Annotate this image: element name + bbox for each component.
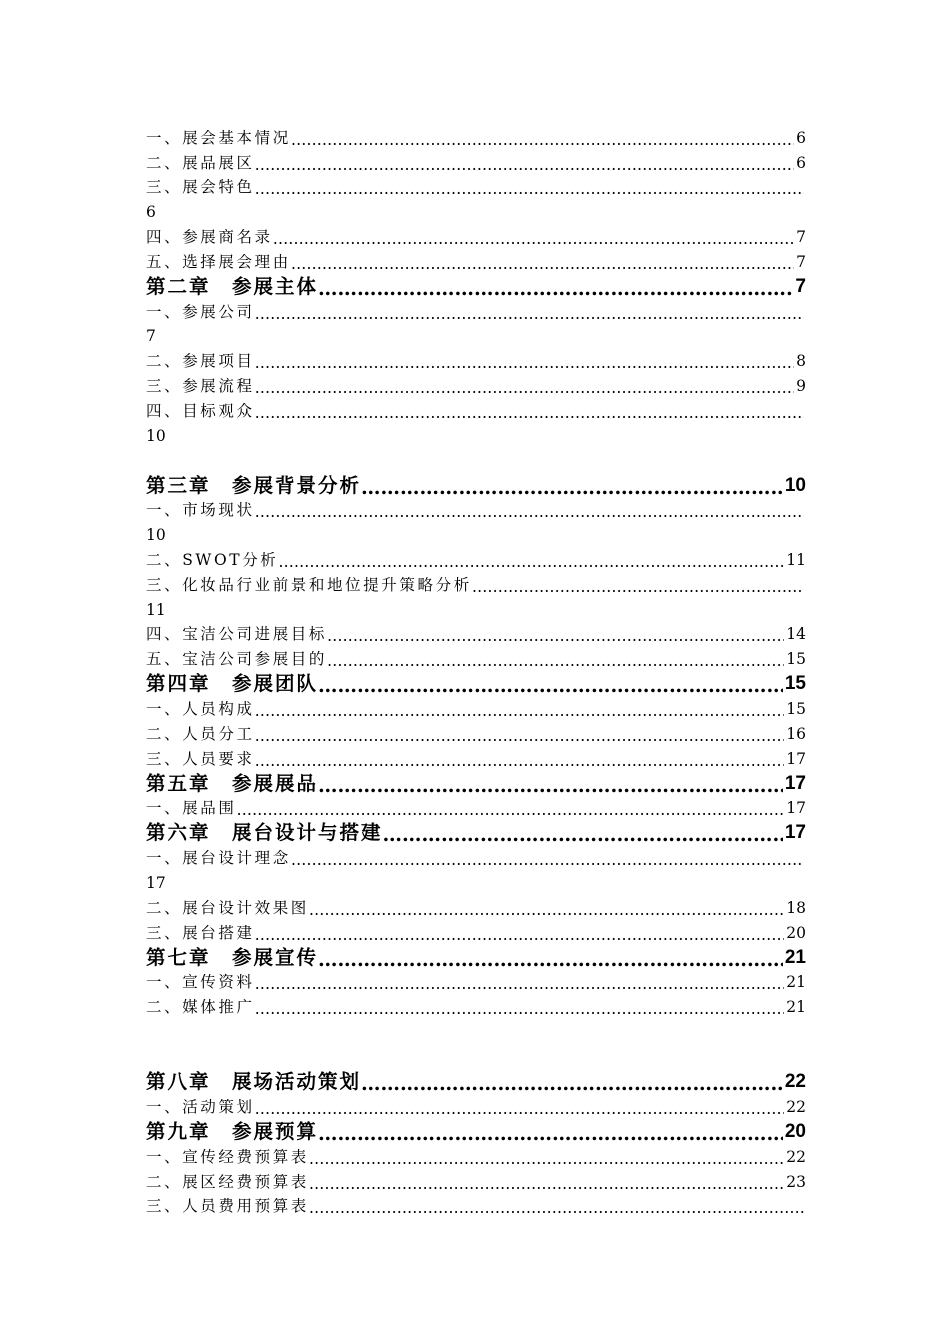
page-number: 11 — [146, 600, 166, 619]
entry-label: 一、活动策划 — [146, 1097, 255, 1116]
page-number: 9 — [796, 376, 806, 395]
dot-leader — [291, 130, 794, 150]
page-number: 20 — [784, 1120, 806, 1142]
dot-leader — [327, 651, 784, 671]
dot-leader — [255, 502, 804, 522]
dot-leader — [383, 825, 783, 845]
toc-section-entry[interactable] — [146, 398, 806, 423]
dot-leader — [309, 1149, 784, 1169]
page-number: 20 — [786, 923, 806, 942]
entry-label: 一、市场现状 — [146, 501, 255, 520]
dot-leader — [255, 726, 785, 746]
dot-leader — [255, 155, 795, 175]
dot-leader — [255, 925, 785, 945]
entry-label: 五、选择展会理由 — [146, 252, 291, 271]
entry-label: 三、参展流程 — [146, 376, 255, 395]
entry-label: 第三章 参展背景分析 — [146, 473, 362, 497]
dot-leader — [255, 974, 785, 994]
toc-chapter-entry[interactable] — [146, 820, 806, 845]
dot-leader — [309, 900, 784, 920]
toc-chapter-entry[interactable] — [146, 1119, 806, 1144]
page-number: 22 — [786, 1147, 806, 1166]
toc-section-entry[interactable] — [146, 696, 806, 721]
entry-label: 一、展会基本情况 — [146, 128, 291, 147]
toc-page-number-wrapped — [146, 522, 806, 547]
toc-section-entry[interactable] — [146, 547, 806, 572]
page-number: 10 — [146, 426, 166, 445]
toc-section-entry[interactable] — [146, 498, 806, 523]
toc-chapter-entry[interactable] — [146, 1069, 806, 1094]
page-number: 17 — [786, 799, 806, 818]
toc-page-number-wrapped — [146, 597, 806, 622]
page-number: 17 — [786, 749, 806, 768]
toc-chapter-entry[interactable] — [146, 771, 806, 796]
entry-label: 一、宣传资料 — [146, 973, 255, 992]
dot-leader — [255, 701, 785, 721]
page-number: 6 — [796, 128, 806, 147]
toc-chapter-entry[interactable] — [146, 671, 806, 696]
entry-label: 四、宝洁公司进展目标 — [146, 625, 328, 644]
entry-label: 第六章 展台设计与搭建 — [146, 821, 383, 845]
dot-leader — [255, 999, 785, 1019]
spacer — [146, 1019, 806, 1069]
toc-page-number-wrapped — [146, 324, 806, 349]
dot-leader — [318, 1124, 783, 1144]
entry-label: 一、人员构成 — [146, 699, 255, 718]
page-number: 6 — [146, 203, 156, 222]
toc-section-entry[interactable] — [146, 1169, 806, 1194]
toc-section-entry[interactable] — [146, 572, 806, 597]
spacer — [146, 448, 806, 473]
entry-label: 一、参展公司 — [146, 302, 255, 321]
entry-label: 一、展品围 — [146, 799, 237, 818]
toc-section-entry[interactable] — [146, 1194, 806, 1219]
dot-leader — [237, 800, 785, 820]
dot-leader — [291, 850, 804, 870]
page-number: 17 — [784, 772, 806, 794]
page-number: 10 — [784, 474, 806, 496]
dot-leader — [255, 179, 804, 199]
dot-leader — [309, 1174, 784, 1194]
entry-label: 第七章 参展宣传 — [146, 945, 319, 969]
entry-label: 二、展台设计效果图 — [146, 898, 309, 917]
toc-page-number-wrapped — [146, 870, 806, 895]
toc-section-entry[interactable] — [146, 721, 806, 746]
toc-section-entry[interactable] — [146, 796, 806, 821]
toc-section-entry[interactable] — [146, 970, 806, 995]
toc-section-entry[interactable] — [146, 299, 806, 324]
page-number: 7 — [146, 327, 156, 346]
page-number: 21 — [786, 973, 806, 992]
page-number: 11 — [786, 550, 806, 569]
dot-leader — [278, 552, 784, 572]
toc-section-entry[interactable] — [146, 348, 806, 373]
entry-label: 二、人员分工 — [146, 724, 255, 743]
entry-label: 一、宣传经费预算表 — [146, 1147, 309, 1166]
dot-leader — [327, 626, 784, 646]
toc-section-entry[interactable] — [146, 1144, 806, 1169]
entry-label: 二、展区经费预算表 — [146, 1172, 309, 1191]
toc-chapter-entry[interactable] — [146, 945, 806, 970]
page-number: 21 — [784, 946, 806, 968]
toc-section-entry[interactable] — [146, 622, 806, 647]
entry-label: 三、人员费用预算表 — [146, 1197, 309, 1216]
entry-label: 四、目标观众 — [146, 401, 255, 420]
toc-section-entry[interactable] — [146, 249, 806, 274]
dot-leader — [361, 478, 783, 498]
entry-label: 二、媒体推广 — [146, 998, 255, 1017]
toc-section-entry[interactable] — [146, 125, 806, 150]
dot-leader — [318, 776, 783, 796]
dot-leader — [255, 751, 785, 771]
page-number: 23 — [786, 1172, 806, 1191]
toc-section-entry[interactable] — [146, 746, 806, 771]
toc-chapter-entry[interactable] — [146, 274, 806, 299]
dot-leader — [318, 950, 783, 970]
toc-section-entry[interactable] — [146, 994, 806, 1019]
entry-label: 二、展品展区 — [146, 153, 255, 172]
page-number: 17 — [784, 822, 806, 844]
toc-section-entry[interactable] — [146, 224, 806, 249]
page-number: 15 — [786, 699, 806, 718]
entry-label: 三、展台搭建 — [146, 923, 255, 942]
entry-label: 第二章 参展主体 — [146, 274, 319, 298]
dot-leader — [361, 1074, 783, 1094]
toc-section-entry[interactable] — [146, 1094, 806, 1119]
dot-leader — [273, 229, 794, 249]
toc-section-entry[interactable] — [146, 646, 806, 671]
entry-label: 第四章 参展团队 — [146, 672, 319, 696]
entry-label: 一、展台设计理念 — [146, 849, 291, 868]
dot-leader — [255, 1099, 785, 1119]
toc-chapter-entry[interactable] — [146, 473, 806, 498]
dot-leader — [472, 577, 804, 597]
page-number: 6 — [796, 153, 806, 172]
dot-leader — [291, 254, 794, 274]
dot-leader — [255, 403, 804, 423]
table-of-contents — [146, 125, 806, 1218]
page-number: 22 — [786, 1097, 806, 1116]
dot-leader — [255, 304, 804, 324]
page-number: 17 — [146, 873, 166, 892]
page-number: 14 — [786, 625, 806, 644]
dot-leader — [255, 353, 795, 373]
entry-label: 三、化妆品行业前景和地位提升策略分析 — [146, 575, 472, 594]
page-number: 7 — [796, 252, 806, 271]
dot-leader — [309, 1198, 804, 1218]
toc-section-entry[interactable] — [146, 175, 806, 200]
dot-leader — [318, 279, 793, 299]
page-number: 15 — [784, 673, 806, 695]
toc-page-number-wrapped — [146, 423, 806, 448]
page-number: 7 — [796, 227, 806, 246]
entry-label: 二、参展项目 — [146, 352, 255, 371]
page-number: 21 — [786, 998, 806, 1017]
page-number: 18 — [786, 898, 806, 917]
page-number: 22 — [784, 1071, 806, 1093]
toc-section-entry[interactable] — [146, 845, 806, 870]
page-number: 10 — [146, 526, 166, 545]
dot-leader — [255, 378, 795, 398]
entry-label: 五、宝洁公司参展目的 — [146, 650, 328, 669]
entry-label: 三、展会特色 — [146, 178, 255, 197]
page-number: 16 — [786, 724, 806, 743]
entry-label: 三、人员要求 — [146, 749, 255, 768]
toc-section-entry[interactable] — [146, 373, 806, 398]
page-number: 7 — [795, 275, 806, 297]
entry-label: 二、SWOT分析 — [146, 550, 279, 569]
toc-section-entry[interactable] — [146, 150, 806, 175]
toc-section-entry[interactable] — [146, 895, 806, 920]
entry-label: 四、参展商名录 — [146, 227, 273, 246]
entry-label: 第八章 展场活动策划 — [146, 1070, 362, 1094]
page-number: 15 — [786, 650, 806, 669]
toc-page-number-wrapped — [146, 199, 806, 224]
toc-section-entry[interactable] — [146, 920, 806, 945]
dot-leader — [318, 676, 783, 696]
entry-label: 第九章 参展预算 — [146, 1119, 319, 1143]
page-number: 8 — [796, 352, 806, 371]
entry-label: 第五章 参展展品 — [146, 771, 319, 795]
